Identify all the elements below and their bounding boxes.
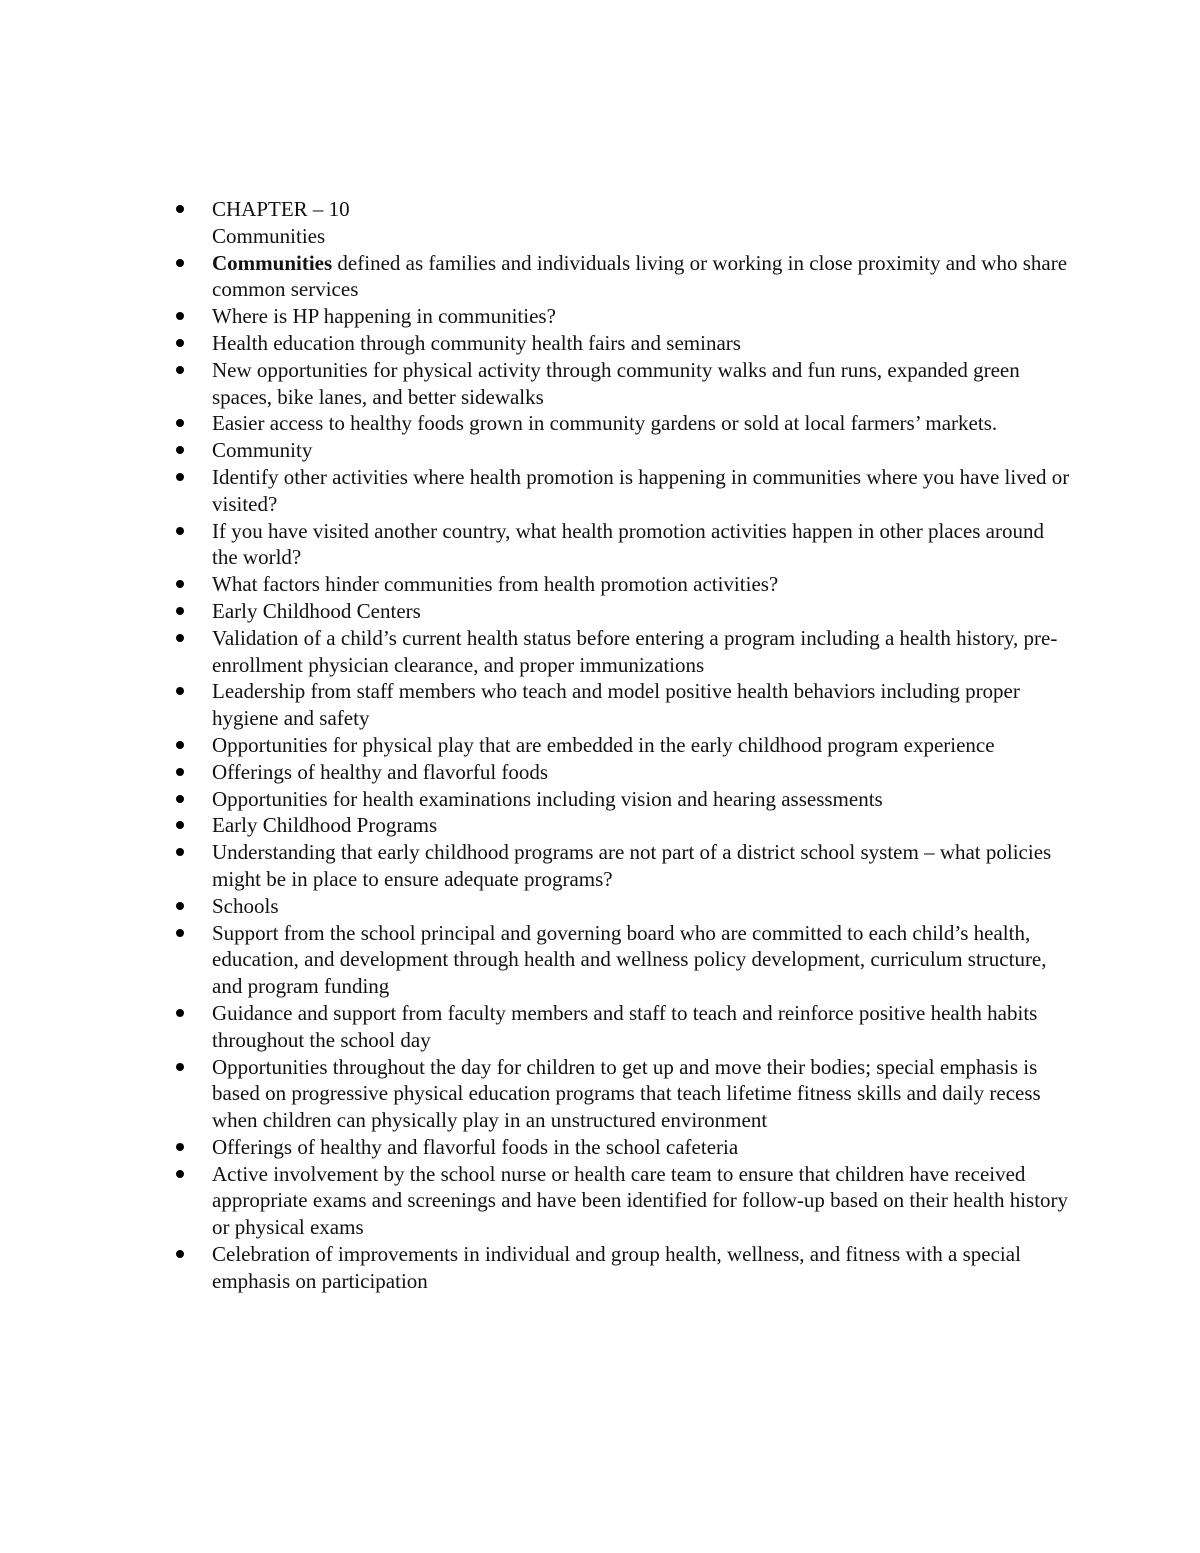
list-item-text: Validation of a child’s current health status before entering a program including a health history, pre-enrollment physician clearance, and proper immunizations [212, 625, 1058, 677]
bullet-icon [176, 634, 184, 642]
list-item-text: Opportunities throughout the day for children to get up and move their bodies; special emphasis is based on progressive physical education programs that teach lifetime fitness skills and daily recess when children can physically play in an unstructured environment [212, 1054, 1041, 1133]
list-item [170, 1054, 1070, 1134]
list-item-text: Celebration of improvements in individual and group health, wellness, and fitness with a special emphasis on participation [212, 1242, 1021, 1293]
bullet-icon [176, 902, 184, 910]
bullet-icon [176, 821, 184, 829]
bullet-icon [176, 259, 184, 267]
list-item [170, 518, 1070, 572]
definition-text: defined as families and individuals living or working in close proximity and who share common services [212, 250, 1068, 302]
list-item-text: Support from the school principal and governing board who are committed to each child’s health, education, and development through health and wellness policy development, curriculum structure, and program funding [212, 920, 1047, 999]
list-item [170, 437, 1070, 464]
bold-term: Communities [212, 250, 333, 275]
bullet-icon [176, 1009, 184, 1017]
list-item-text: Early Childhood Centers [212, 598, 421, 623]
bullet-list [170, 196, 1070, 1295]
list-item-text: Leadership from staff members who teach and model positive health behaviors including proper hygiene and safety [212, 679, 1020, 731]
bullet-icon [176, 205, 184, 213]
list-item-text: Where is HP happening in communities? [212, 304, 556, 329]
list-item-text: Opportunities for health examinations including vision and hearing assessments [212, 786, 883, 811]
list-item [170, 250, 1070, 304]
list-item [170, 839, 1070, 893]
list-item [170, 893, 1070, 920]
bullet-icon [176, 1250, 184, 1258]
list-item [170, 410, 1070, 437]
bullet-icon [176, 446, 184, 454]
bullet-icon [176, 527, 184, 535]
list-item-text: Easier access to healthy foods grown in community gardens or sold at local farmers’ markets. [212, 411, 998, 436]
bullet-icon [176, 419, 184, 427]
bullet-icon [176, 795, 184, 803]
list-item [170, 1000, 1070, 1054]
list-item [170, 812, 1070, 839]
bullet-icon [176, 1063, 184, 1071]
bullet-icon [176, 607, 184, 615]
list-item-text: What factors hinder communities from health promotion activities? [212, 572, 779, 597]
list-item [170, 330, 1070, 357]
bullet-icon [176, 1143, 184, 1151]
chapter-subtitle: Communities [212, 223, 326, 248]
list-item [170, 1241, 1070, 1295]
list-item [170, 1134, 1070, 1161]
list-item-text: Active involvement by the school nurse or health care team to ensure that children have received appropriate exams and screenings and have been identified for follow-up based on their health history or physical exams [212, 1161, 1069, 1240]
list-item-text: Schools [212, 893, 279, 918]
bullet-icon [176, 312, 184, 320]
list-item [170, 759, 1070, 786]
bullet-icon [176, 741, 184, 749]
list-item [170, 598, 1070, 625]
list-item-text: New opportunities for physical activity through community walks and fun runs, expanded green spaces, bike lanes, and better sidewalks [212, 357, 1020, 409]
list-item-text: Identify other activities where health promotion is happening in communities where you have lived or visited? [212, 464, 1070, 516]
list-item-text: Offerings of healthy and flavorful foods [212, 759, 549, 784]
chapter-heading: CHAPTER – 10 [212, 197, 350, 221]
list-item [170, 357, 1070, 411]
list-item [170, 196, 1070, 250]
list-item [170, 920, 1070, 1000]
list-item-text: Guidance and support from faculty members and staff to teach and reinforce positive health habits throughout the school day [212, 1000, 1038, 1052]
bullet-icon [176, 848, 184, 856]
list-item [170, 678, 1070, 732]
bullet-icon [176, 768, 184, 776]
list-item-text: Health education through community health fairs and seminars [212, 330, 741, 355]
list-item-text: Offerings of healthy and flavorful foods in the school cafeteria [212, 1134, 739, 1159]
list-item [170, 303, 1070, 330]
list-item-text: If you have visited another country, what health promotion activities happen in other places around the world? [212, 518, 1044, 570]
list-item-text: Early Childhood Programs [212, 813, 438, 838]
bullet-icon [176, 1170, 184, 1178]
bullet-icon [176, 687, 184, 695]
bullet-icon [176, 366, 184, 374]
list-item-text: Opportunities for physical play that are embedded in the early childhood program experience [212, 732, 995, 757]
list-item [170, 625, 1070, 679]
bullet-icon [176, 929, 184, 937]
bullet-icon [176, 339, 184, 347]
list-item-text: Community [212, 438, 313, 463]
list-item-text: Understanding that early childhood programs are not part of a district school system – what policies might be in place to ensure adequate programs? [212, 840, 1052, 891]
bullet-icon [176, 473, 184, 481]
list-item [170, 732, 1070, 759]
list-item [170, 571, 1070, 598]
list-item [170, 786, 1070, 813]
bullet-icon [176, 580, 184, 588]
list-item [170, 1161, 1070, 1241]
list-item [170, 464, 1070, 518]
